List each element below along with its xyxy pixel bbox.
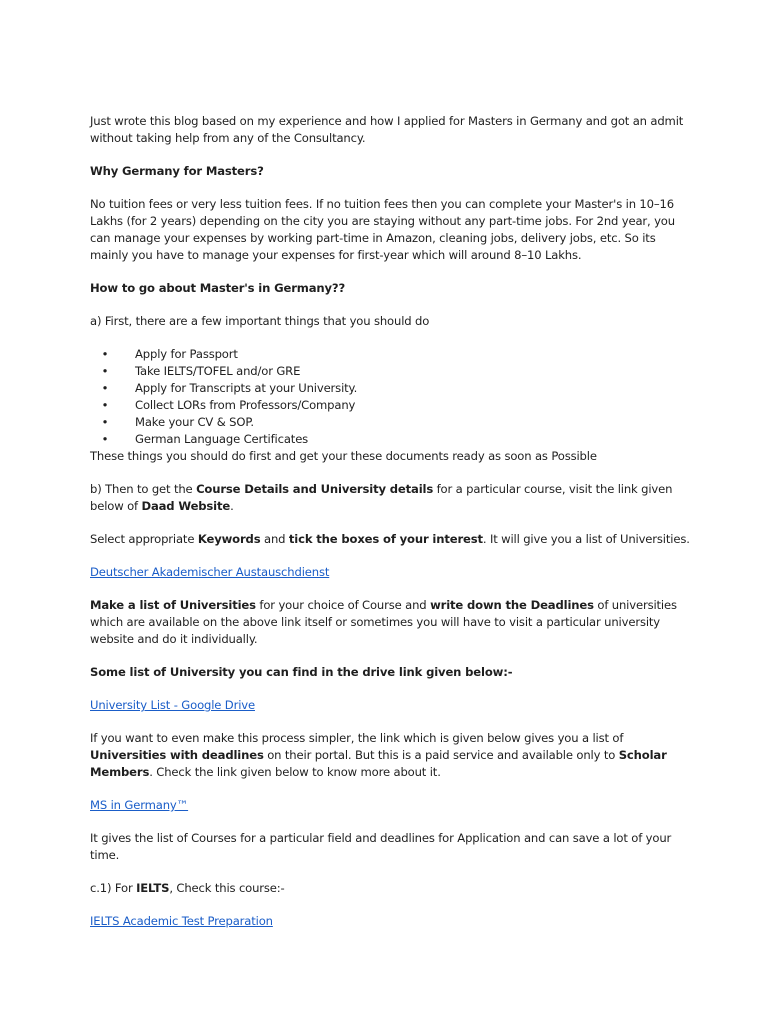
list-item-text: Make your CV & SOP. (135, 415, 254, 429)
make-list-bold: Make a list of Universities (90, 598, 256, 612)
select-text: and (260, 532, 289, 546)
daad-website-bold: Daad Website (141, 499, 231, 513)
checklist (90, 346, 690, 448)
gives-list-paragraph: It gives the list of Courses for a particular field and deadlines for Application and can save a lot of your time. (90, 831, 672, 862)
c1-paragraph (90, 880, 690, 897)
list-item-text: Take IELTS/TOFEL and/or GRE (135, 364, 301, 378)
ielts-link[interactable]: IELTS Academic Test Preparation (90, 914, 273, 928)
step-b-text: b) Then to get the (90, 482, 197, 496)
bullet-icon: • (101, 398, 109, 412)
daad-link[interactable]: Deutscher Akademischer Austauschdienst (90, 565, 330, 579)
paid-text: If you want to even make this process simpler, the link which is given below gives you a list of (90, 731, 624, 745)
how-heading: How to go about Master's in Germany?? (90, 281, 346, 295)
c1-text: c.1) For (90, 881, 137, 895)
list-item-text: Apply for Passport (135, 347, 238, 361)
bullet-icon: • (101, 364, 109, 378)
ms-germany-link[interactable]: MS in Germany™ (90, 798, 189, 812)
step-b-text: . (230, 499, 234, 513)
drive-link-line (90, 697, 690, 714)
some-list-heading: Some list of University you can find in the drive link given below:- (90, 665, 513, 679)
list-item (90, 380, 690, 397)
ielts-link-line (90, 913, 690, 930)
ielts-bold: IELTS (136, 881, 170, 895)
ms-link-line (90, 797, 690, 814)
keywords-bold: Keywords (197, 532, 261, 546)
list-item-text: Apply for Transcripts at your University. (135, 381, 358, 395)
make-list-text: for your choice of Course and (255, 598, 431, 612)
list-item (90, 397, 690, 414)
bullet-icon: • (101, 432, 109, 446)
paid-text: on their portal. But this is a paid service and available only to (263, 748, 619, 762)
universities-deadlines-bold: Universities with deadlines (90, 748, 264, 762)
intro-paragraph: Just wrote this blog based on my experience and how I applied for Masters in Germany and got an admit without taking help from any of the Consultancy. (90, 114, 684, 145)
step-b-text: for a particular course, visit the link given below of (90, 482, 673, 513)
bullet-icon: • (101, 381, 109, 395)
deadlines-bold: write down the Deadlines (430, 598, 594, 612)
drive-link[interactable]: University List - Google Drive (90, 698, 255, 712)
why-paragraph: No tuition fees or very less tuition fees. If no tuition fees then you can complete your Master's in 10–16 Lakhs (for 2 years) depending on the city you are staying without any part-time jobs. For 2nd year, you can manage your expenses by working part-time in Amazon, cleaning jobs, delivery jobs, etc. So its mainly you have to manage your expenses for first-year which will around 8–10 Lakhs. (90, 197, 675, 262)
list-item (90, 431, 690, 448)
list-item (90, 346, 690, 363)
bullet-icon: • (101, 347, 109, 361)
make-list-text: of universities which are available on the above link itself or sometimes you will have to visit a particular university website and do it individually. (90, 598, 677, 646)
paid-service-paragraph (90, 730, 690, 781)
select-text: Select appropriate (90, 532, 198, 546)
blog-content (90, 113, 690, 946)
step-b-paragraph (90, 481, 690, 515)
bullet-icon: • (101, 415, 109, 429)
paid-text: . Check the link given below to know more about it. (149, 765, 441, 779)
make-list-paragraph (90, 597, 690, 648)
select-paragraph (90, 531, 690, 548)
list-item (90, 414, 690, 431)
step-a-paragraph: a) First, there are a few important things that you should do (90, 314, 430, 328)
list-item-text: German Language Certificates (135, 432, 309, 446)
select-text: . It will give you a list of Universities. (482, 532, 690, 546)
daad-link-line (90, 564, 690, 581)
list-item (90, 363, 690, 380)
list-item-text: Collect LORs from Professors/Company (135, 398, 356, 412)
step-b-bold: Course Details and University details (196, 482, 434, 496)
after-bullets-paragraph: These things you should do first and get your these documents ready as soon as Possible (90, 449, 597, 463)
tick-boxes-bold: tick the boxes of your interest (288, 532, 483, 546)
why-heading: Why Germany for Masters? (90, 164, 264, 178)
c1-text: , Check this course:- (169, 881, 285, 895)
scholar-members-bold: Scholar Members (90, 748, 667, 779)
